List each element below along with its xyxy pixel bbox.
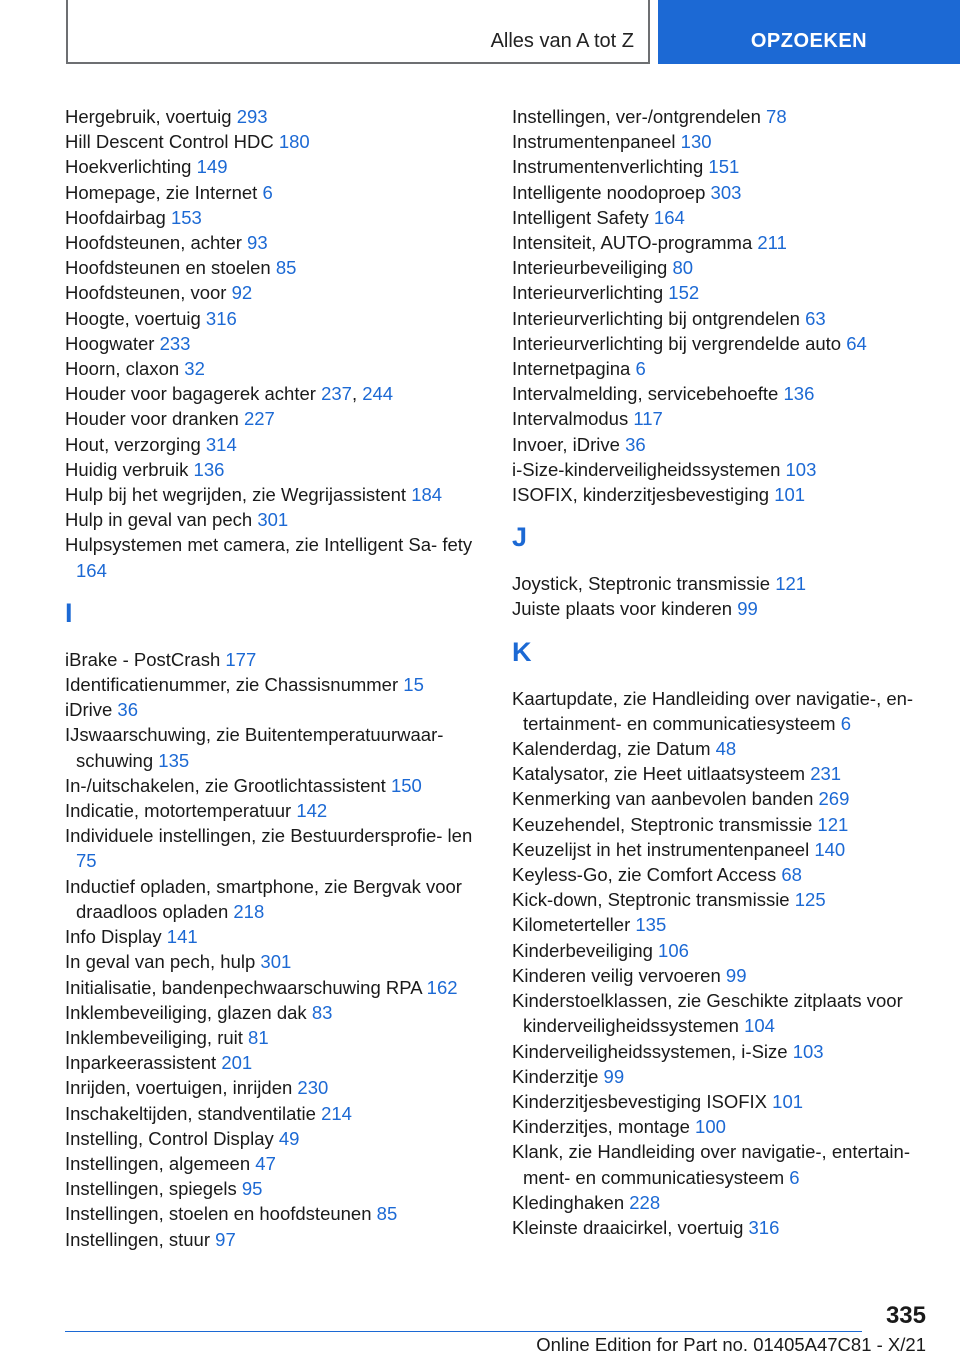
index-entry: [65, 697, 475, 722]
index-entry-text: ISOFIX, kinderzitjesbevestiging: [512, 484, 770, 506]
index-section-letter: I: [65, 597, 73, 628]
index-entry: [65, 205, 475, 230]
index-entry-text: Kinderveiligheidssystemen, i-Size: [512, 1040, 788, 1062]
index-entry-text: Inrijden, voertuigen, inrijden: [65, 1077, 293, 1099]
index-entry: [512, 786, 932, 811]
page-reference-link[interactable]: 97: [215, 1228, 236, 1250]
index-entry: [65, 406, 475, 431]
page-reference-link[interactable]: 164: [76, 559, 107, 581]
index-entry-text: Identificatienummer, zie Chassisnummer: [65, 674, 399, 696]
index-entry-text: Keuzehendel, Steptronic transmissie: [512, 813, 813, 835]
index-entry-text: Kaartupdate, zie Handleiding over navigatie-, en‐ tertainment- en communicatiesysteem: [512, 687, 914, 734]
index-entry-text: Hoogwater: [65, 332, 155, 354]
index-entry: [512, 280, 932, 305]
index-entry-text: Kilometerteller: [512, 914, 631, 936]
index-entry: [65, 255, 475, 280]
index-entry: [65, 230, 475, 255]
page-reference-link[interactable]: 100: [695, 1116, 726, 1138]
index-entry: [65, 874, 475, 924]
index-entry: [512, 1064, 932, 1089]
index-entry-text: Katalysator, zie Heet uitlaatsysteem: [512, 763, 806, 785]
page-reference-link[interactable]: 48: [715, 738, 737, 760]
index-entry-text: Keuzelijst in het instrumentenpaneel: [512, 838, 810, 860]
header-title-tab: [66, 0, 650, 64]
index-entry: [512, 761, 932, 786]
page-reference-link[interactable]: 93: [247, 232, 268, 254]
index-entry: [512, 887, 932, 912]
index-entry: [65, 180, 475, 205]
page-reference-link[interactable]: 99: [737, 598, 758, 620]
index-entry: [65, 331, 475, 356]
index-entry-text: Hoogte, voertuig: [65, 307, 201, 329]
page-number: 335: [885, 1302, 926, 1329]
page-reference-link[interactable]: 177: [225, 648, 257, 670]
index-entry-text: Interieurverlichting bij ontgrendelen: [512, 307, 800, 329]
index-entry: [65, 975, 475, 1000]
page-reference-link[interactable]: 293: [236, 106, 268, 127]
index-entry: [65, 1101, 475, 1126]
index-column-left: [65, 104, 475, 1252]
page-reference-link[interactable]: 218: [233, 900, 265, 922]
index-entry-text: Intelligente noodoproep: [512, 181, 706, 203]
index-entry: [512, 571, 932, 596]
page-reference-link[interactable]: 117: [633, 408, 663, 430]
index-entry-text: Hoofdsteunen en stoelen: [65, 257, 271, 279]
index-entry: [512, 129, 932, 154]
index-entry-text: i-Size-kinderveiligheidssystemen: [512, 458, 781, 480]
index-entry: [512, 1190, 932, 1215]
index-entry: [512, 1114, 932, 1139]
index-entry-text: Hout, verzorging: [65, 433, 201, 455]
page-reference-link[interactable]: 140: [814, 838, 846, 860]
page-reference-link[interactable]: 214: [321, 1102, 352, 1124]
index-entry: Houder voor bagagerek achter 237, 244: [65, 383, 394, 405]
index-entry-text: Hulp in geval van pech: [65, 509, 253, 531]
page-reference-link[interactable]: 47: [255, 1152, 276, 1174]
search-button[interactable]: OPZOEKEN: [658, 0, 960, 64]
page-reference-link[interactable]: 142: [296, 800, 328, 822]
page-reference-link[interactable]: 6: [262, 181, 273, 203]
index-entry-text: Interieurverlichting bij vergrendelde auto: [512, 332, 842, 354]
page-reference-link[interactable]: 121: [817, 813, 849, 835]
index-entry-text: Instrumentenpaneel: [512, 131, 676, 153]
index-entry: [65, 924, 475, 949]
page-reference-link[interactable]: 99: [725, 964, 747, 986]
index-entry-text: Houder voor dranken: [65, 408, 239, 430]
index-entry-text: Hulpsystemen met camera, zie Intelligent Sa‐ fety: [65, 534, 473, 556]
index-entry-text: Kinderzitjesbevestiging ISOFIX: [512, 1090, 768, 1112]
index-entry-text: Hoofdsteunen, achter: [65, 232, 242, 254]
page-reference-link[interactable]: 68: [781, 864, 802, 886]
page-reference-link[interactable]: 36: [625, 433, 646, 455]
page-reference-link[interactable]: 15: [403, 674, 424, 696]
index-entry: [512, 154, 932, 179]
page-reference-link[interactable]: 244: [362, 383, 394, 405]
index-entry: [65, 507, 475, 532]
index-entry-text: Joystick, Steptronic transmissie: [512, 573, 771, 595]
index-entry: [65, 482, 475, 507]
page-reference-link[interactable]: 150: [390, 774, 422, 796]
footer-edition-text: Online Edition for Part no. 01405A47C81 - X/21: [536, 1334, 926, 1355]
index-entry-text: Internetpagina: [512, 358, 631, 380]
index-entry: [512, 686, 932, 736]
index-entry: [512, 963, 932, 988]
page-reference-link[interactable]: 153: [170, 206, 202, 228]
page-reference-link[interactable]: 228: [629, 1191, 661, 1213]
index-entry-text: Interieurbeveiliging: [512, 257, 668, 279]
index-entry: [65, 798, 475, 823]
index-entry-text: Kinderbeveiliging: [512, 939, 653, 961]
index-entry-text: Kleinste draaicirkel, voertuig: [512, 1216, 744, 1238]
page-reference-link[interactable]: 121: [775, 573, 807, 595]
index-entry-text: Juiste plaats voor kinderen: [512, 598, 733, 620]
index-entry: [65, 647, 475, 672]
index-entry-text: Houder voor bagagerek achter: [65, 383, 316, 405]
index-entry: [65, 356, 475, 381]
index-entry-text: Intelligent Safety: [512, 206, 649, 228]
page-reference-link[interactable]: 85: [275, 257, 297, 279]
index-entry-text: In-/uitschakelen, zie Grootlichtassistent: [65, 774, 386, 796]
index-entry-text: Individuele instellingen, zie Bestuurdersprofie‐ len: [65, 825, 473, 847]
page-reference-link[interactable]: 316: [205, 307, 237, 329]
index-entry: [512, 1215, 932, 1240]
index-entry: [512, 596, 932, 621]
index-entry-text: Hergebruik, voertuig: [65, 106, 232, 127]
index-entry: [65, 306, 475, 331]
index-entry-text: Hoekverlichting: [65, 156, 192, 178]
index-entry: [512, 912, 932, 937]
index-entry-text: Kinderen veilig vervoeren: [512, 964, 721, 986]
page-reference-link[interactable]: 83: [311, 1001, 333, 1023]
index-entry: [512, 205, 932, 230]
index-entry: [65, 1151, 475, 1176]
page-reference-link[interactable]: 136: [783, 383, 815, 405]
index-entry-text: Instrumentenverlichting: [512, 156, 704, 178]
index-entry: [65, 104, 475, 129]
index-entry-text: Inductief opladen, smartphone, zie Bergvak voor draadloos opladen: [65, 875, 462, 922]
index-entry: [65, 672, 475, 697]
index-entry: [512, 736, 932, 761]
index-entry-text: Inklembeveiliging, ruit: [65, 1026, 243, 1048]
index-entry-text: Invoer, iDrive: [512, 433, 620, 455]
index-entry-text: Kinderzitje: [512, 1065, 599, 1087]
index-entry: [65, 154, 475, 179]
index-entry: [65, 949, 475, 974]
index-entry: [512, 381, 932, 406]
page-reference-link[interactable]: 78: [766, 106, 787, 127]
index-entry-text: Hoorn, claxon: [65, 358, 180, 380]
index-entry-text: Kinderzitjes, montage: [512, 1116, 690, 1138]
index-entry: [65, 722, 475, 772]
index-entry-text: In geval van pech, hulp: [65, 951, 256, 973]
footer-divider: [65, 1331, 862, 1332]
page-reference-link[interactable]: 135: [158, 749, 190, 771]
page-reference-link[interactable]: 164: [653, 206, 685, 228]
index-entry: [512, 482, 932, 507]
index-entry-text: IJswaarschuwing, zie Buitentemperatuurwaar‐ schuwing: [65, 724, 444, 771]
index-entry-text: Homepage, zie Internet: [65, 181, 258, 203]
page-reference-link[interactable]: 201: [221, 1052, 253, 1074]
index-entry: [65, 1176, 475, 1201]
index-entry: [512, 1039, 932, 1064]
page-reference-link[interactable]: 149: [196, 156, 228, 178]
index-entry: [512, 104, 932, 129]
page-reference-link[interactable]: 233: [159, 332, 191, 354]
index-entry: [512, 180, 932, 205]
index-entry-text: Instellingen, stoelen en hoofdsteunen: [65, 1203, 372, 1225]
index-entry-text: Hoofdairbag: [65, 206, 166, 228]
index-entry: [512, 255, 932, 280]
index-entry: [65, 1201, 475, 1226]
page-reference-link[interactable]: 92: [231, 282, 253, 304]
index-entry: [512, 1089, 932, 1114]
index-entry-text: Info Display: [65, 926, 162, 948]
page-reference-link[interactable]: 162: [426, 976, 458, 998]
index-entry: [65, 1050, 475, 1075]
index-entry: [65, 1075, 475, 1100]
page-reference-link[interactable]: 103: [792, 1040, 824, 1062]
page-reference-link[interactable]: 303: [710, 181, 742, 203]
index-entry-text: Inparkeerassistent: [65, 1052, 217, 1074]
page-reference-link[interactable]: 6: [635, 358, 646, 380]
page-reference-link[interactable]: 106: [658, 939, 689, 961]
index-entry-text: Indicatie, motortemperatuur: [65, 800, 292, 822]
page-reference-link[interactable]: 75: [76, 850, 97, 872]
index-entry-text: Hoofdsteunen, voor: [65, 282, 227, 304]
index-entry: [65, 1000, 475, 1025]
index-entry: [512, 457, 932, 482]
index-entry: [512, 356, 932, 381]
index-entry: [512, 432, 932, 457]
index-entry: [65, 532, 475, 582]
page-reference-link[interactable]: 103: [785, 458, 817, 480]
index-entry-text: Instellingen, ver-/ontgrendelen: [512, 106, 761, 127]
page-reference-link[interactable]: 237: [321, 383, 352, 405]
page-reference-link[interactable]: 316: [748, 1216, 780, 1238]
page-reference-link[interactable]: 301: [260, 951, 292, 973]
index-entry: [65, 773, 475, 798]
page-reference-link[interactable]: 152: [668, 282, 700, 304]
index-section-letter: J: [512, 522, 528, 553]
index-entry: [65, 1126, 475, 1151]
page-reference-link[interactable]: 141: [166, 926, 198, 948]
page-reference-link[interactable]: 211: [757, 232, 787, 254]
index-entry-text: Inschakeltijden, standventilatie: [65, 1102, 316, 1124]
index-entry-text: iDrive: [65, 699, 113, 721]
page-reference-link[interactable]: 99: [603, 1065, 625, 1087]
index-entry-text: Initialisatie, bandenpechwaarschuwing RPA: [65, 976, 422, 998]
page-reference-link[interactable]: 36: [117, 699, 138, 721]
index-entry-text: Instellingen, algemeen: [65, 1152, 251, 1174]
index-entry: [512, 331, 932, 356]
index-entry: [512, 406, 932, 431]
index-entry-text: Instellingen, stuur: [65, 1228, 211, 1250]
page-reference-link[interactable]: 101: [774, 484, 806, 506]
index-entry-text: Keyless-Go, zie Comfort Access: [512, 864, 777, 886]
page-reference-link[interactable]: 136: [193, 458, 225, 480]
index-column-right: [512, 104, 932, 1240]
page-reference-link[interactable]: 130: [680, 131, 712, 153]
page-reference-link[interactable]: 6: [789, 1166, 800, 1188]
page-reference-link[interactable]: 314: [205, 433, 237, 455]
page-reference-link[interactable]: 125: [794, 889, 826, 911]
page-reference-link[interactable]: 151: [708, 156, 740, 178]
index-entry: [512, 306, 932, 331]
index-entry-text: Kick-down, Steptronic transmissie: [512, 889, 790, 911]
index-entry: [65, 432, 475, 457]
page-reference-link[interactable]: 80: [672, 257, 694, 279]
page-reference-link[interactable]: 230: [297, 1077, 329, 1099]
index-entry-text: Kinderstoelklassen, zie Geschikte zitplaats voor kinderveiligheidssystemen: [512, 990, 903, 1037]
index-entry: [65, 129, 475, 154]
page-reference-link[interactable]: 64: [846, 332, 867, 354]
index-entry: [512, 862, 932, 887]
page-reference-link[interactable]: 6: [840, 712, 852, 734]
page-reference-link[interactable]: 180: [278, 131, 310, 153]
index-entry: [512, 938, 932, 963]
page-reference-link[interactable]: 227: [243, 408, 275, 430]
index-entry-text: Intensiteit, AUTO-programma: [512, 232, 753, 254]
page-reference-link[interactable]: 231: [810, 763, 842, 785]
page-reference-link[interactable]: 32: [184, 358, 205, 380]
index-entry-text: Kenmerking van aanbevolen banden: [512, 788, 814, 810]
index-entry-text: Kledinghaken: [512, 1191, 625, 1213]
index-entry-text: iBrake - PostCrash: [65, 648, 221, 670]
page-reference-link[interactable]: 104: [744, 1015, 775, 1037]
index-entry-text: Instelling, Control Display: [65, 1127, 274, 1149]
page-reference-link[interactable]: 184: [411, 484, 443, 506]
index-entry: [65, 823, 475, 873]
index-entry-text: Kalenderdag, zie Datum: [512, 738, 711, 760]
header-title: Alles van A tot Z: [490, 30, 634, 52]
index-entry-text: Instellingen, spiegels: [65, 1178, 237, 1200]
index-entry-text: Klank, zie Handleiding over navigatie-, entertain‐ ment- en communicatiesysteem: [512, 1141, 910, 1188]
index-entry: [512, 812, 932, 837]
index-entry: [65, 457, 475, 482]
page-reference-link[interactable]: 301: [257, 509, 289, 531]
index-entry: [65, 280, 475, 305]
page-reference-link[interactable]: 85: [376, 1203, 398, 1225]
page-reference-link[interactable]: 269: [818, 788, 850, 810]
index-entry-text: Huidig verbruik: [65, 458, 189, 480]
index-entry: [65, 1025, 475, 1050]
page-reference-link[interactable]: 135: [635, 914, 667, 936]
index-entry: [512, 1139, 932, 1189]
index-entry: [512, 837, 932, 862]
index-entry-text: Intervalmelding, servicebehoefte: [512, 383, 779, 405]
index-entry-text: Hill Descent Control HDC: [65, 131, 274, 153]
page-reference-link[interactable]: 81: [248, 1026, 269, 1048]
index-entry-text: Intervalmodus: [512, 408, 629, 430]
page-reference-link[interactable]: 49: [278, 1127, 300, 1149]
page-reference-link[interactable]: 101: [772, 1090, 804, 1112]
index-entry: [512, 230, 932, 255]
index-entry: [512, 988, 932, 1038]
page-reference-link[interactable]: 95: [241, 1178, 263, 1200]
index-section-letter: K: [512, 636, 532, 667]
page-reference-link[interactable]: 63: [805, 307, 826, 329]
index-entry: [65, 1227, 475, 1252]
index-entry-text: Interieurverlichting: [512, 282, 664, 304]
index-entry-text: Inklembeveiliging, glazen dak: [65, 1001, 307, 1023]
index-entry-text: Hulp bij het wegrijden, zie Wegrijassistent: [65, 484, 407, 506]
